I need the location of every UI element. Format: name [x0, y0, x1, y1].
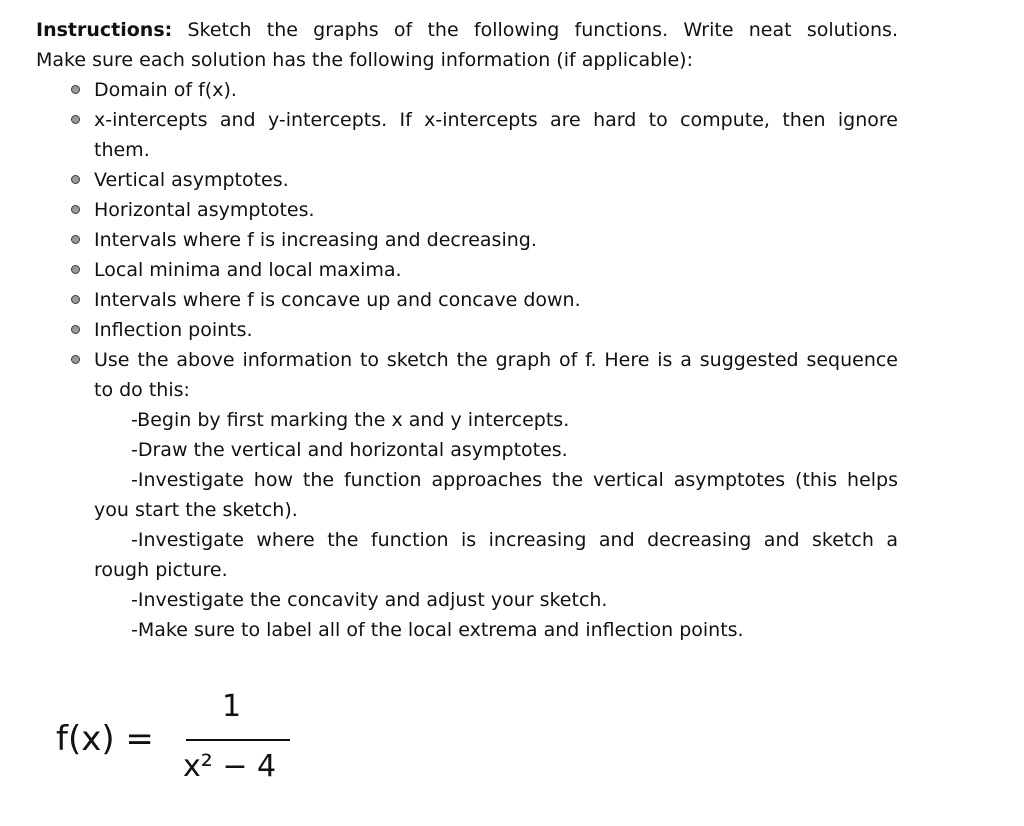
step-label-extrema: -Make sure to label all of the local extrema and inflection points. [131, 619, 744, 641]
step-increasing-continued: rough picture. [94, 559, 228, 581]
formula-numerator: 1 [222, 689, 242, 724]
instructions-label: Instructions: [36, 19, 173, 41]
bullet-intercepts: x-intercepts and y-intercepts. If x-intercepts are hard to compute, then ignore [94, 109, 898, 131]
step-concavity: -Investigate the concavity and adjust your sketch. [131, 589, 608, 611]
bullet-increasing-decreasing: Intervals where f is increasing and decreasing. [94, 229, 537, 251]
bullet-icon [71, 355, 80, 364]
bullet-icon [71, 325, 80, 334]
bullet-sketch-continued: to do this: [94, 379, 190, 401]
step-approach: -Investigate how the function approaches the vertical asymptotes (this helps [131, 469, 898, 491]
function-formula [52, 688, 312, 798]
bullet-icon [71, 235, 80, 244]
bullet-intercepts-continued: them. [94, 139, 150, 161]
fraction-bar [186, 739, 290, 741]
bullet-inflection-points: Inflection points. [94, 319, 253, 341]
bullet-icon [71, 205, 80, 214]
formula-denominator: x² − 4 [183, 749, 277, 784]
bullet-icon [71, 175, 80, 184]
step-asymptotes: -Draw the vertical and horizontal asymptotes. [131, 439, 568, 461]
step-increasing: -Investigate where the function is increasing and decreasing and sketch a [131, 529, 898, 551]
bullet-domain: Domain of f(x). [94, 79, 237, 101]
bullet-icon [71, 115, 80, 124]
step-approach-continued: you start the sketch). [94, 499, 298, 521]
bullet-vertical-asymptotes: Vertical asymptotes. [94, 169, 289, 191]
instructions-line-2: Make sure each solution has the following information (if applicable): [36, 49, 693, 71]
bullet-horizontal-asymptotes: Horizontal asymptotes. [94, 199, 315, 221]
bullet-sketch: Use the above information to sketch the graph of f. Here is a suggested sequence [94, 349, 898, 371]
formula-lhs: f(x) = [56, 719, 154, 759]
instructions-line-1 [36, 16, 898, 44]
instructions-text: Sketch the graphs of the following functions. Write neat solutions. [187, 19, 898, 41]
step-intercepts: -Begin by first marking the x and y intercepts. [131, 409, 570, 431]
bullet-icon [71, 265, 80, 274]
bullet-local-extrema: Local minima and local maxima. [94, 259, 402, 281]
bullet-concavity: Intervals where f is concave up and concave down. [94, 289, 581, 311]
bullet-icon [71, 295, 80, 304]
bullet-icon [71, 85, 80, 94]
